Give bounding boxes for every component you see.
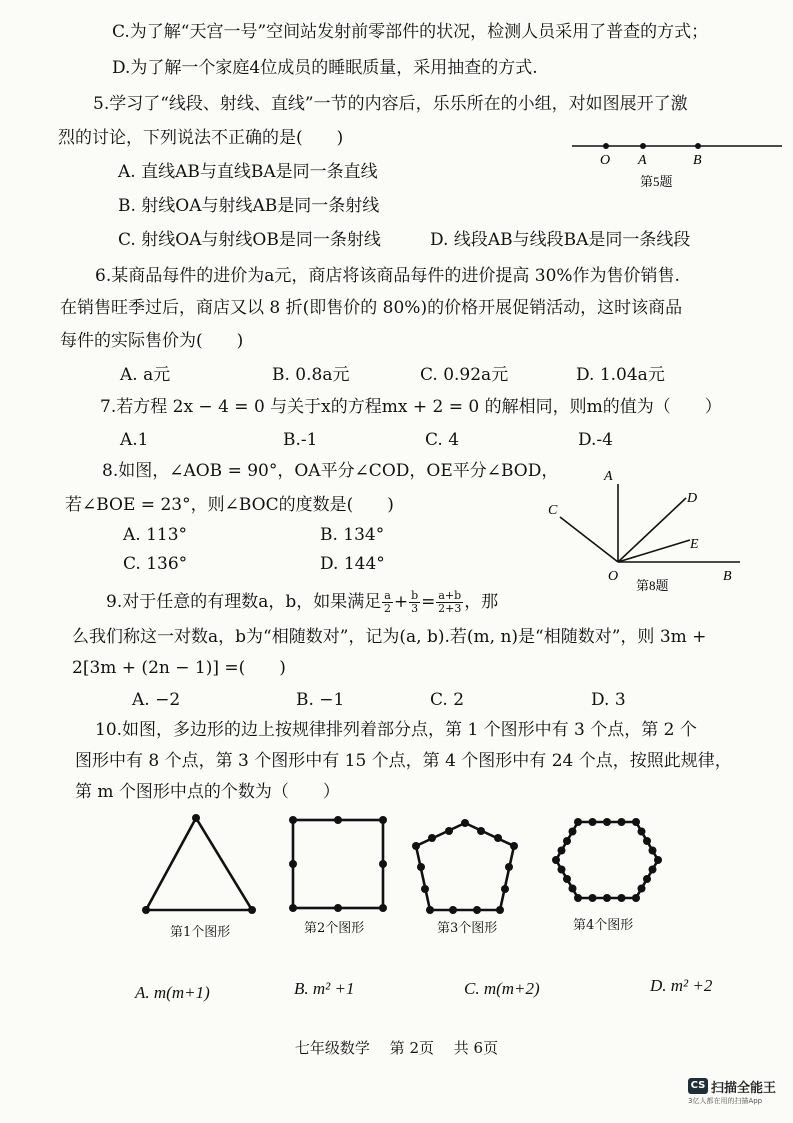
q5-point-o: [603, 143, 609, 149]
q5-option-c: C. 射线OA与射线OB是同一条射线: [118, 230, 381, 250]
q9-stem-prefix: 9.对于任意的有理数a，b，如果满足: [106, 592, 382, 612]
q5-stem-line1: 5.学习了“线段、射线、直线”一节的内容后，乐乐所在的小组，对如图展开了激: [93, 94, 688, 114]
q9-frac3-denominator: 2+3: [438, 602, 462, 615]
q6-option-a: A. a元: [120, 365, 171, 385]
q8-label-b: B: [723, 569, 732, 584]
q9-option-b: B. −1: [296, 690, 345, 710]
q8-option-c: C. 136°: [123, 554, 188, 574]
q10-option-d: D. m² +2: [650, 976, 713, 995]
q6-option-c: C. 0.92a元: [420, 365, 509, 385]
q5-figure-line-diagram: [560, 130, 785, 200]
q9-stem-line1: [106, 590, 498, 615]
q8-option-d: D. 144°: [320, 554, 385, 574]
q9-frac2-numerator: b: [411, 589, 419, 602]
q10-caption-4: 第4个图形: [573, 918, 634, 933]
q7-option-a: A.1: [120, 430, 149, 450]
q8-label-a: A: [604, 469, 613, 484]
q5-label-a: A: [638, 153, 647, 168]
camscanner-logo-icon: CS: [688, 1078, 708, 1094]
q10-figure-2-square: [289, 816, 387, 912]
q5-label-o: O: [600, 153, 611, 168]
q8-stem-line2: 若∠BOE = 23°，则∠BOC的度数是( ): [65, 495, 394, 515]
scanner-app-name: 扫描全能王: [711, 1080, 777, 1096]
q10-caption-2: 第2个图形: [304, 921, 365, 936]
q5-point-b: [695, 143, 701, 149]
q6-stem-line2: 在销售旺季过后，商店又以 8 折(即售价的 80%)的价格开展促销活动，这时该商品: [60, 298, 683, 318]
q9-fraction-a-over-2: [382, 590, 393, 615]
q9-stem-line3: 2[3m + (2n − 1)] =( ): [72, 658, 286, 678]
q10-caption-1: 第1个图形: [170, 925, 231, 940]
q4-option-c: C.为了解“天宫一号”空间站发射前零部件的状况，检测人员采用了普查的方式；: [112, 22, 709, 42]
q6-stem-line3: 每件的实际售价为( ): [60, 331, 244, 351]
q5-option-b: B. 射线OA与射线AB是同一条射线: [118, 196, 380, 216]
q8-label-e: E: [690, 537, 699, 552]
q9-frac3-numerator: a+b: [438, 589, 462, 602]
q5-stem-line2: 烈的讨论，下列说法不正确的是( ): [58, 128, 344, 148]
q9-equals: =: [421, 592, 436, 612]
q9-stem-suffix: ，那: [464, 592, 499, 612]
q6-option-d: D. 1.04a元: [576, 365, 665, 385]
q10-stem-line1: 10.如图，多边形的边上按规律排列着部分点，第 1 个图形中有 3 个点，第 2 个: [95, 720, 697, 740]
q7-option-d: D.-4: [578, 430, 613, 450]
q8-figure-angle-diagram: [540, 462, 760, 597]
q10-figure-3-pentagon: [412, 819, 518, 914]
q5-figure-caption: 第5题: [640, 174, 673, 189]
q9-option-c: C. 2: [430, 690, 465, 710]
q10-option-a: A. m(m+1): [135, 983, 210, 1002]
q5-point-a: [640, 143, 646, 149]
q8-label-c: C: [548, 503, 558, 518]
q9-option-d: D. 3: [591, 690, 626, 710]
q7-option-b: B.-1: [283, 430, 318, 450]
q6-stem-line1: 6.某商品每件的进价为a元，商店将该商品每件的进价提高 30%作为售价销售.: [95, 266, 680, 286]
q10-option-b: B. m² +1: [294, 979, 355, 998]
q8-ray-oc: [560, 517, 618, 562]
q10-figure-1-triangle: [142, 814, 256, 914]
q9-plus: +: [393, 592, 409, 612]
q6-option-b: B. 0.8a元: [272, 365, 350, 385]
q8-label-o: O: [608, 569, 619, 584]
q9-frac1-numerator: a: [384, 589, 391, 602]
q9-fraction-sum: [436, 590, 463, 615]
q5-option-d: D. 线段AB与线段BA是同一条线段: [430, 230, 691, 250]
scanner-tagline: 3亿人都在用的扫描App: [688, 1097, 763, 1105]
q8-option-b: B. 134°: [320, 525, 385, 545]
scanner-watermark: [688, 1076, 777, 1105]
q9-fraction-b-over-3: [409, 590, 420, 615]
q10-stem-line3: 第 m 个图形中点的个数为（ ）: [75, 782, 340, 802]
q8-figure-caption: 第8题: [636, 578, 669, 593]
q9-frac1-denominator: 2: [384, 602, 392, 615]
q8-stem-line1: 8.如图，∠AOB = 90°，OA平分∠COD，OE平分∠BOD，: [102, 461, 559, 481]
q9-option-a: A. −2: [132, 690, 181, 710]
q9-frac2-denominator: 3: [411, 602, 419, 615]
q10-caption-3: 第3个图形: [437, 921, 498, 936]
q10-stem-line2: 图形中有 8 个点，第 3 个图形中有 15 个点，第 4 个图形中有 24 个点，按照此规律，: [75, 751, 732, 771]
q8-option-a: A. 113°: [123, 525, 188, 545]
q5-label-b: B: [693, 153, 702, 168]
q7-stem: 7.若方程 2x − 4 = 0 与关于x的方程mx + 2 = 0 的解相同，则m的值为（ ）: [100, 397, 722, 417]
q10-option-c: C. m(m+2): [464, 979, 540, 998]
q4-option-d: D.为了解一个家庭4位成员的睡眠质量，采用抽查的方式.: [112, 58, 538, 78]
q10-figure-4-hexagon: [552, 818, 662, 902]
q8-label-d: D: [687, 491, 698, 506]
q9-stem-line2: 么我们称这一对数a，b为“相随数对”，记为(a, b).若(m, n)是“相随数对”，则 3m +: [72, 627, 707, 647]
q5-option-a: A. 直线AB与直线BA是同一条直线: [118, 162, 378, 182]
q7-option-c: C. 4: [425, 430, 460, 450]
page-footer: 七年级数学 第 2页 共 6页: [294, 1039, 499, 1057]
